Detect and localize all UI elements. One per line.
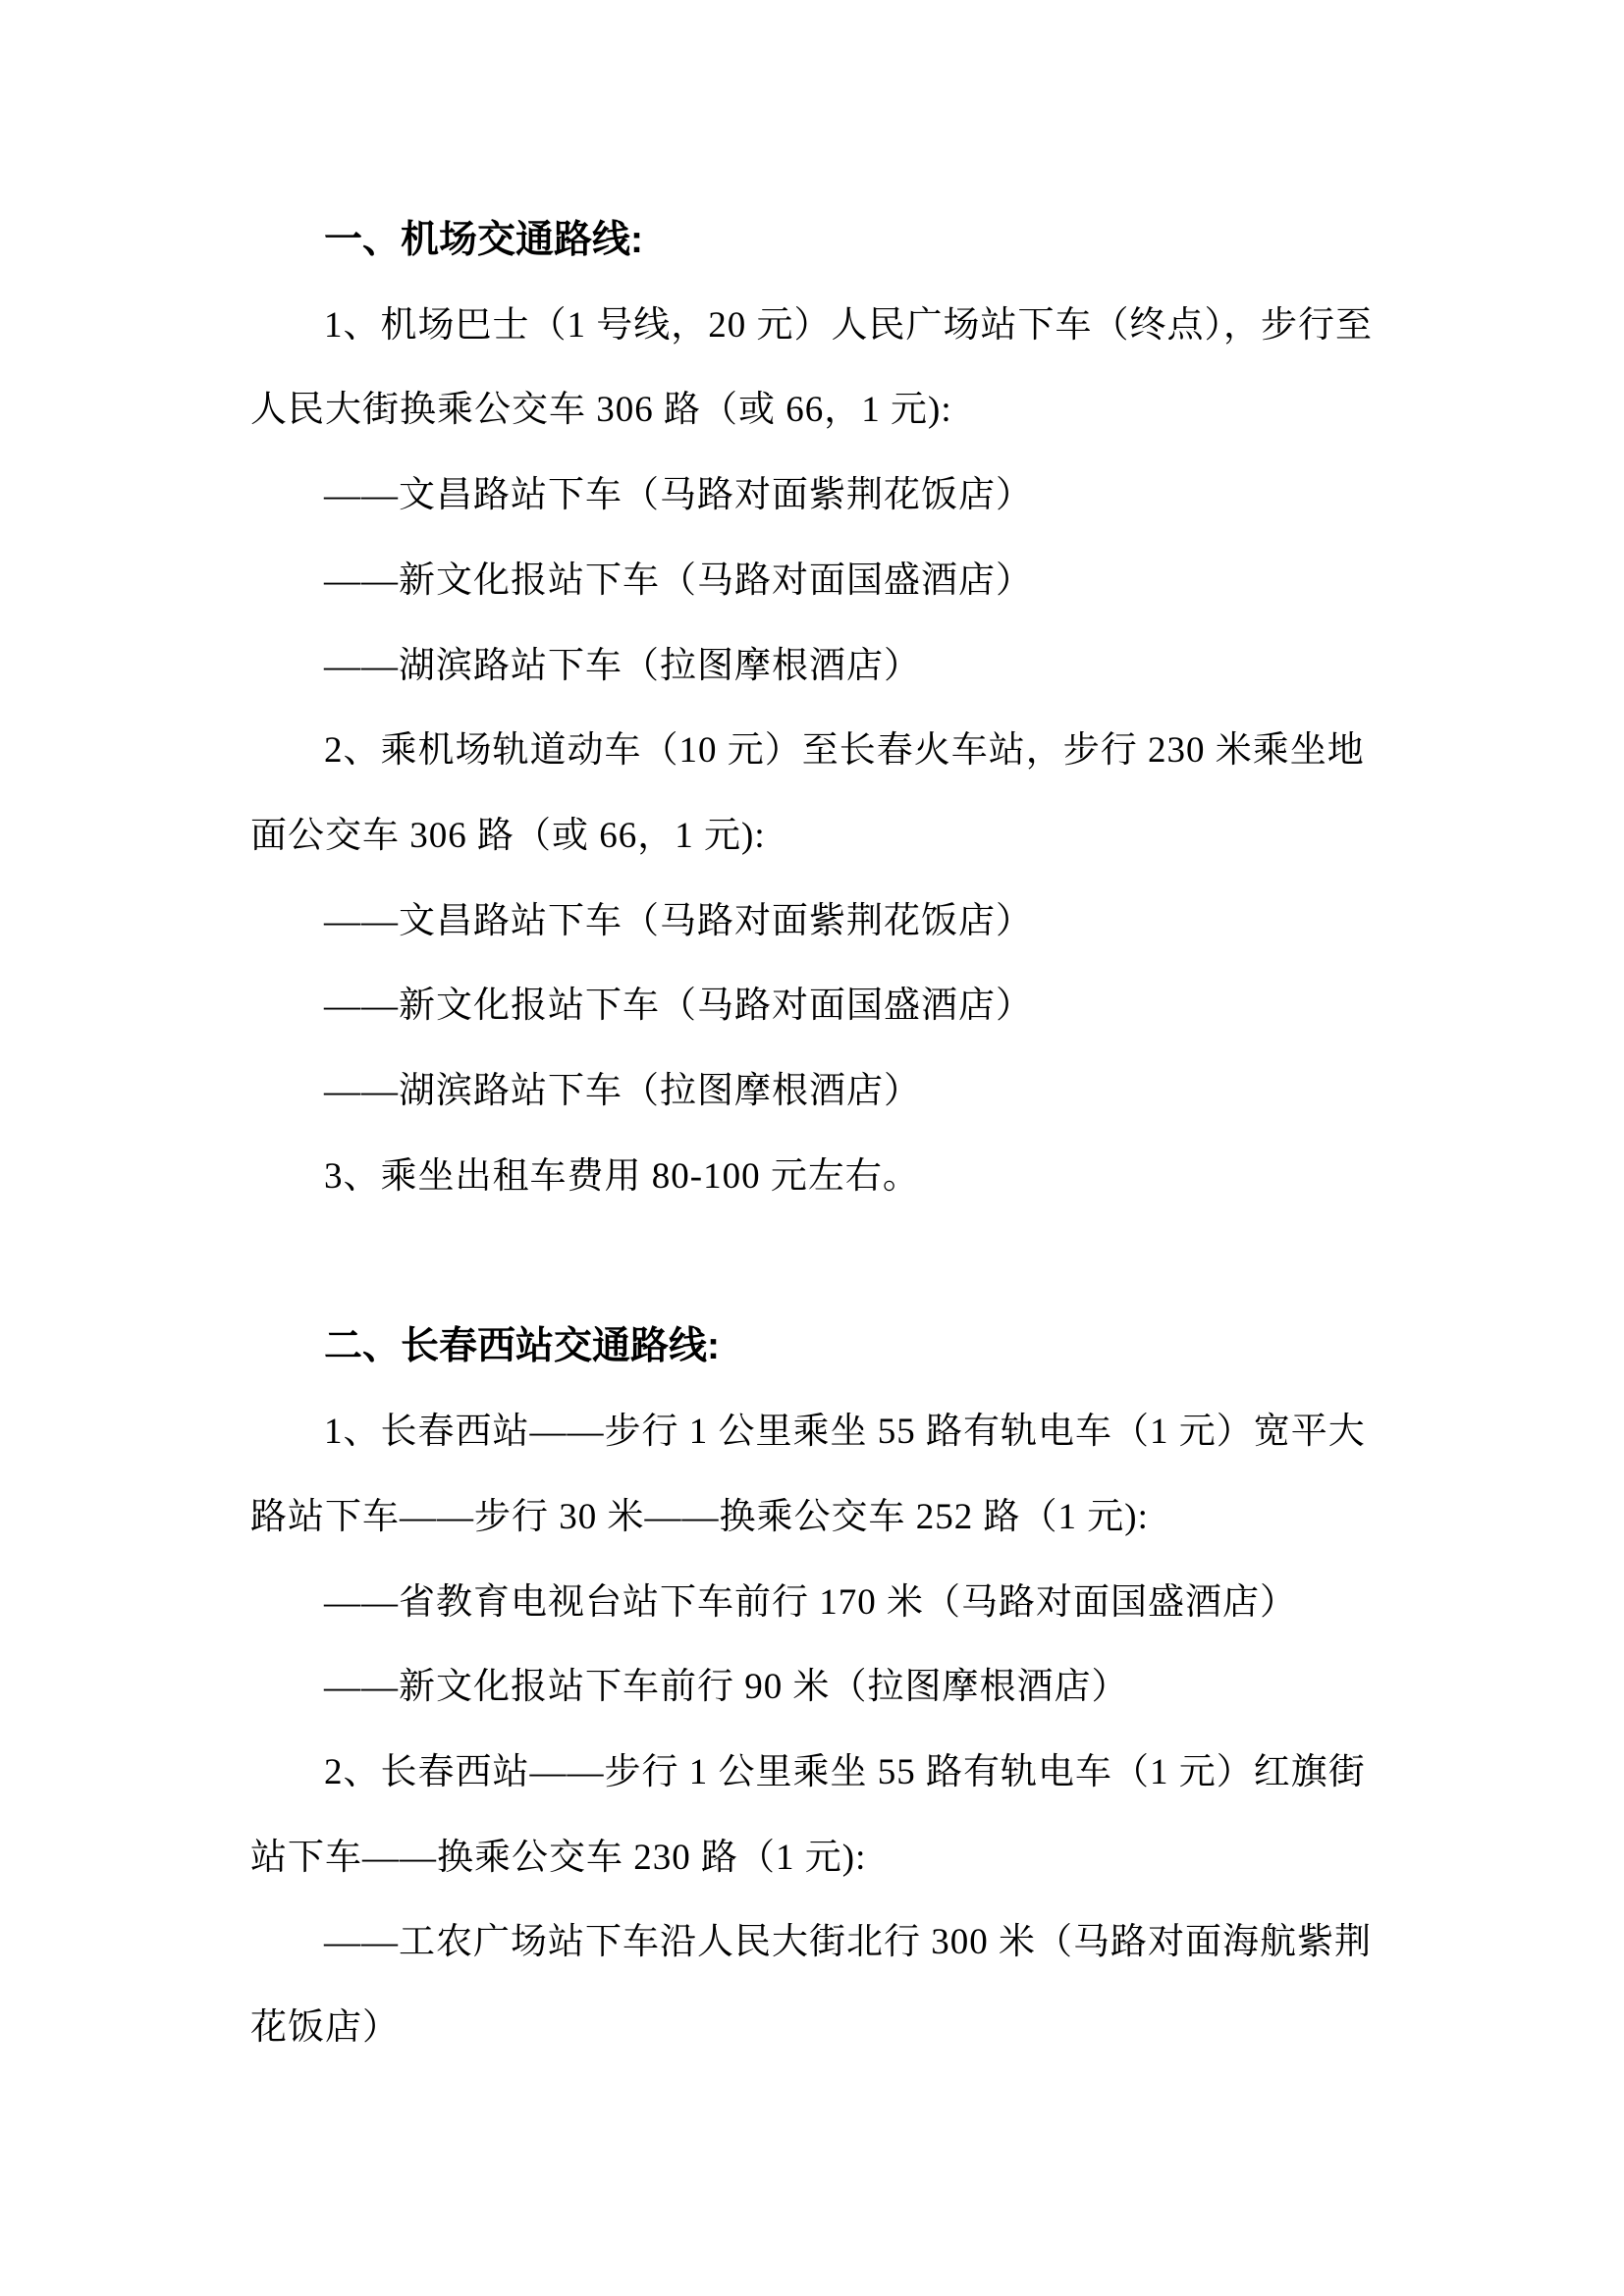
text-line: ——新文化报站下车（马路对面国盛酒店） [324,986,1033,1027]
text-line: ——新文化报站下车（马路对面国盛酒店） [324,560,1033,601]
text-line: ——湖滨路站下车（拉图摩根酒店） [324,645,921,686]
section-airport-routes [250,198,1379,1219]
text-line: 2、长春西站——步行 1 公里乘坐 55 路有轨电车（1 元）红旗街 [324,1751,1366,1792]
section-heading-airport: 一、机场交通路线: [324,219,643,261]
text-line: ——省教育电视台站下车前行 170 米（马路对面国盛酒店） [324,1581,1297,1623]
text-line: 花饭店） [250,2007,400,2049]
text-line: 3、乘坐出租车费用 80-100 元左右。 [324,1155,920,1197]
section-heading-west-station: 二、长春西站交通路线: [324,1325,720,1368]
text-line: 面公交车 306 路（或 66，1 元): [250,815,766,856]
text-line: 2、乘机场轨道动车（10 元）至长春火车站，步行 230 米乘坐地 [324,730,1365,772]
text-line: 路站下车——步行 30 米——换乘公交车 252 路（1 元): [250,1496,1149,1537]
section-west-station-routes [250,1305,1379,2070]
text-line: ——工农广场站下车沿人民大街北行 300 米（马路对面海航紫荆 [324,1922,1372,1963]
text-line: ——湖滨路站下车（拉图摩根酒店） [324,1071,921,1112]
text-line: 站下车——换乘公交车 230 路（1 元): [250,1837,867,1878]
text-line: ——文昌路站下车（马路对面紫荆花饭店） [324,475,1033,516]
text-line: ——文昌路站下车（马路对面紫荆花饭店） [324,900,1033,941]
text-line: ——新文化报站下车前行 90 米（拉图摩根酒店） [324,1667,1129,1708]
text-line: 1、机场巴士（1 号线，20 元）人民广场站下车（终点），步行至 [324,304,1373,346]
text-line: 1、长春西站——步行 1 公里乘坐 55 路有轨电车（1 元）宽平大 [324,1412,1366,1453]
text-line: 人民大街换乘公交车 306 路（或 66，1 元): [250,390,952,431]
